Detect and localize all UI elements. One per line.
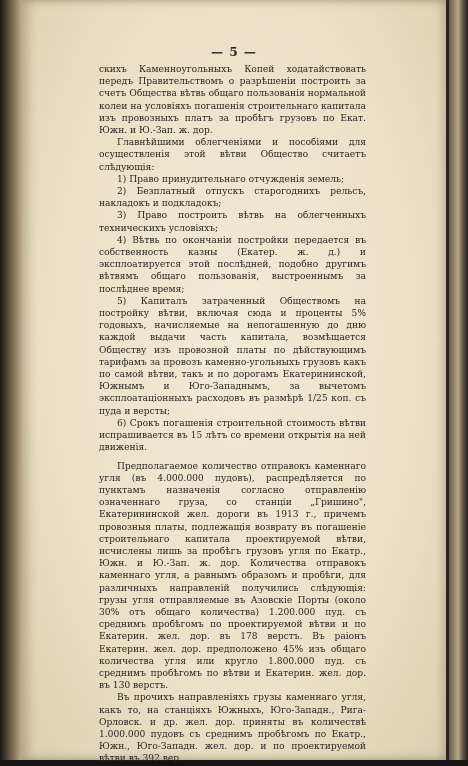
paragraph-facilities-intro: Главнѣйшими облегченіями и пособіями для осуществленія этой вѣтви Общество считаетъ слѣдующія: [99,138,366,173]
spine-shadow [446,0,449,760]
list-item-1: 1) Право принудительнаго отчужденія земель; [117,174,345,185]
book-spine [446,0,468,760]
page-body-text [99,64,366,766]
paragraph-other-directions: Въ прочихъ направленіяхъ грузы каменнаго угля, какъ то, на станціяхъ Южныхъ, Юго-Западн., Рига-Орловск. и др. жел. дор. приняты въ количествѣ 1.000.000 пудовъ съ среднимъ пробѣгомъ по Екатр., Южн., Юго-Западн. жел. дор. и по проектируемой вѣтви въ 392 вер. [99,693,366,765]
list-item-4: 4) Вѣтвь по окончаніи постройки передается въ собственность казны (Екатер. ж. д.) и эксплоатируется этой послѣдней, подобно другимъ вѣтвямъ общаго пользованія, выстроеннымъ за послѣднее время; [99,235,366,295]
list-item-6: 6) Срокъ погашенія строительной стоимость вѣтви испрашивается въ 15 лѣтъ со времени открытія на ней движенія. [99,418,366,454]
page-number: — 5 — [211,45,257,59]
list-item-2: 2) Безплатный отпускъ старогоднихъ рельсъ, накладокъ и подкладокъ; [99,187,366,210]
book-page [22,0,446,765]
list-item-3: 3) Право построить вѣтвь на облегченныхъ техническихъ условіяхъ; [99,211,366,234]
paragraph-coal-shipments: Предполагаемое количество отправокъ каменнаго угля (въ 4.000.000 пудовъ), распредѣляется по пунктамъ назначенія согласно отправленію означеннаго груза, со станціи „Гришино", Екатерининской жел. дороги въ 1913 г., причемъ провозныя платы, подлежащія возврату въ погашеніе строительнаго капитала проектируемой вѣтви, исчислены лишь за пробѣгъ грузовъ угля по Екатр., Южн. и Ю.-Зап. ж. дор. Количества отправокъ каменнаго угля, а равнымъ образомъ и пробѣги, для различныхъ направленій получились слѣдующія: грузы угля отправляемые въ Азовскіе Порты (около 30% отъ общаго количества) 1.200.000 пуд. съ среднимъ пробѣгомъ по проектируемой вѣтви и по Екатерин. жел. дор. въ 178 верстъ. Въ раіонъ Екатерин. жел. дор. предположено 45% изъ общаго количества угля или кругло 1.800.000 пуд. съ среднимъ пробѣгомъ по вѣтви и Екатерин. жел. дор. въ 130 верстъ. [99,461,366,692]
book-left-edge [0,0,24,760]
paragraph-continuation: скихъ Каменноугольныхъ Копей ходатайствовать передъ Правительствомъ о разрѣшеніи построить за счетъ Общества вѣтвь общаго пользованія нормальной колеи на условіяхъ погашенія строительнаго капитала изъ провозныхъ платъ за пробѣгъ грузовъ по Екат. Южн. и Ю.-Зап. ж. дор. [99,65,366,137]
list-item-5: 5) Капиталъ затраченный Обществомъ на постройку вѣтви, включая сюда и проценты 5% годовыхъ, начисляемые на непогашенную до дню каждой выдачи часть капитала, возмѣщается Обществу изъ провозной платы по дѣйствующимъ тарифамъ за провозъ каменно-угольныхъ грузовъ какъ по самой вѣтви, такъ и по дорогамъ Екатерининской, Южнымъ и Юго-Западнымъ, за вычетомъ эксплоатаціонныхъ расходовъ въ размѣрѣ 1/25 коп. съ пуда и версты; [99,296,366,417]
